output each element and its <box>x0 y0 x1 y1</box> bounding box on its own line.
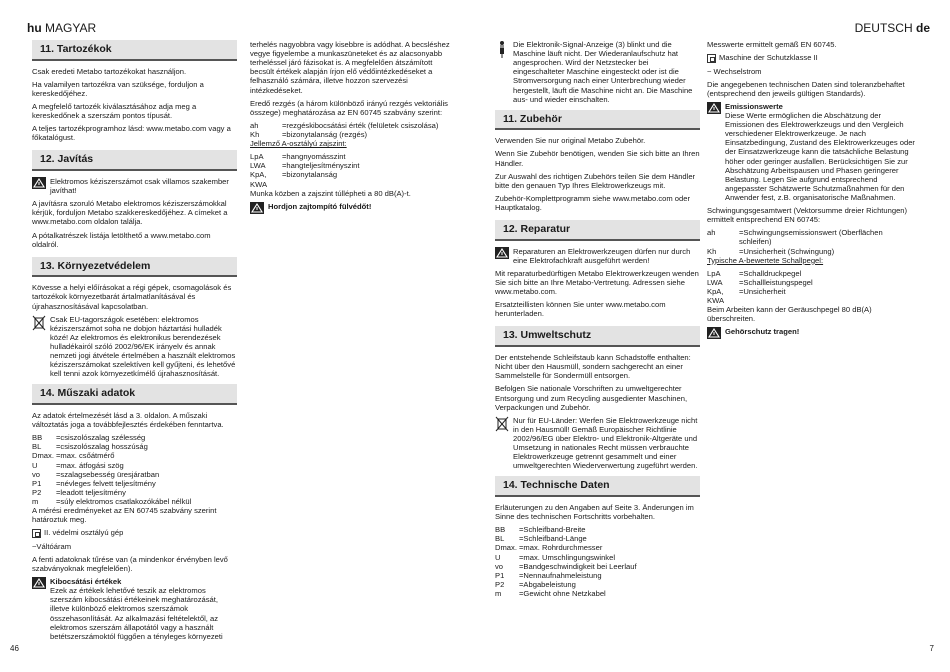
definition-row <box>250 130 455 139</box>
weee-note <box>32 315 237 379</box>
definition-value: =max. csőátmérő <box>56 451 115 461</box>
section-heading: 11. Tartozékok <box>32 40 237 61</box>
paragraph: Az adatok értelmezését lásd a 3. oldalon. A műszaki változtatás joga a továbbfejlesztés érdekében fenntartva. <box>32 411 224 430</box>
paragraph: Mit reparaturbedürftigen Metabo Elektrowerkzeugen wenden Sie sich bitte an Ihre Metabo-Vertretung. Adressen siehe www.metabo.com. <box>495 268 699 297</box>
definition-value: =Unsicherheit (Schwingung) <box>739 246 835 256</box>
definition-row <box>32 433 237 442</box>
header-lang-code: hu <box>27 21 42 35</box>
section-heading: 13. Umweltschutz <box>495 326 700 347</box>
definition-symbol: Kh <box>250 129 260 139</box>
warning-note <box>495 247 700 265</box>
definition-symbol: LpA <box>707 268 721 278</box>
ear-protection-text: Gehörschutz tragen! <box>725 327 800 337</box>
definition-value: =Abgabeleistung <box>519 579 576 589</box>
paragraph: Ersatzteillisten können Sie unter www.metabo.com herunterladen. <box>495 300 666 319</box>
class-ii-icon <box>707 54 716 63</box>
definition-value: =rezgéskibocsátási érték (felületek csiszolása) <box>282 120 439 130</box>
ear-protection-text: Hordjon zajtompító fülvédőt! <box>268 201 372 211</box>
paragraph: Befolgen Sie nationale Vorschriften zu umweltgerechter Entsorgung und zum Recycling ausgedienter Maschinen, Verpackungen und Zubehör. <box>495 384 688 412</box>
ac-text: ~ Wechselstrom <box>707 66 762 76</box>
paragraph: Munka közben a zajszint túllépheti a 80 dB(A)-t. <box>250 188 411 198</box>
definition-value: =hangteljesítményszint <box>282 161 360 171</box>
definition-list <box>32 433 237 506</box>
definition-symbol: Kh <box>707 246 717 256</box>
vibration-heading: Eredő rezgés (a három különböző irányú rezgés vektoriális összege) meghatározása az EN 60745 szabvány szerint: <box>250 98 448 117</box>
ear-protection-note <box>250 202 455 214</box>
paragraph: A javításra szoruló Metabo elektromos kéziszerszámokkal kérjük, forduljon Metabo szakkereskedőjéhez. A címeket a www.metabo.com oldalon találja. <box>32 199 228 227</box>
definition-symbol: BL <box>32 442 42 452</box>
definition-value: =Schallleistungspegel <box>739 277 813 287</box>
definition-row <box>32 488 237 497</box>
class-ii-text: II. védelmi osztályú gép <box>44 528 124 538</box>
noise-heading: Typische A-bewertete Schallpegel: <box>707 255 824 265</box>
paragraph: A teljes tartozékprogramhoz lásd: www.metabo.com vagy a főkatalógust. <box>32 124 231 143</box>
section-heading: 14. Technische Daten <box>495 476 700 497</box>
page-number-right: 7 <box>929 644 934 654</box>
paragraph <box>250 99 455 117</box>
definition-row <box>32 497 237 506</box>
paragraph: Kövesse a helyi előírásokat a régi gépek, csomagolások és tartozékok környezetbarát ártalmatlanításával és újrahasznosításával kapcsolatban. <box>32 283 232 311</box>
plug-signal-icon <box>495 40 509 58</box>
emission-title: Kibocsátási értékek <box>50 577 122 587</box>
warning-text: Elektromos kéziszerszámot csak villamos szakember javíthat! <box>50 176 229 196</box>
noise-definitions <box>250 152 455 188</box>
definition-row <box>495 553 700 562</box>
definition-value: =bizonytalanság (rezgés) <box>282 129 368 139</box>
definition-symbol: ah <box>250 120 259 130</box>
definition-row <box>495 580 700 589</box>
definition-row <box>495 543 700 552</box>
vibration-definitions <box>707 228 917 255</box>
definition-value: =Bandgeschwindigkeit bei Leerlauf <box>519 561 637 571</box>
definition-symbol: ah <box>707 228 716 238</box>
warning-text: Reparaturen an Elektrowerkzeugen dürfen nur durch eine Elektrofachkraft ausgeführt werden! <box>513 246 691 265</box>
definition-row <box>32 442 237 451</box>
ear-protection-icon <box>707 327 721 339</box>
paragraph: Ha valamilyen tartozékra van szüksége, forduljon a kereskedőjéhez. <box>32 79 204 98</box>
definition-row <box>250 152 455 161</box>
definition-row <box>32 470 237 479</box>
restart-text: Die Elektronik-Signal-Anzeige (3) blinkt und die Maschine läuft nicht. Der Wiederanlaufschutz hat angesprochen. Wird der Netzstecker bei eingeschalteter Maschine eingesteckt oder ist die Stromversorgung nach einer Unterbrechung wieder hergestellt, läuft die Maschine nicht an. Die Maschine aus- und wieder einschalten. <box>513 40 693 104</box>
definition-value: =Gewicht ohne Netzkabel <box>519 588 606 598</box>
definition-row <box>250 170 455 188</box>
vibration-definitions <box>250 121 455 139</box>
definition-value: =max. Umschlingungswinkel <box>519 552 616 562</box>
section-heading: 14. Műszaki adatok <box>32 384 237 405</box>
definition-value: =csiszolószalag szélesség <box>56 433 146 443</box>
header-title: DEUTSCH <box>854 21 913 35</box>
column-hu-1 <box>32 40 237 645</box>
definition-row <box>707 278 917 287</box>
ac-text: ~Váltóáram <box>32 541 72 551</box>
definition-symbol: P2 <box>32 487 42 497</box>
emission-text: Diese Werte ermöglichen die Abschätzung der Emissionen des Elektrowerkzeugs und den Vergleich verschiedener Elektrowerkzeuge. Je nach Einsatzbedingung, Zustand des Elektrowerkzeuges oder der Einsatzwerkzeuge kann die tatsächliche Belastung höher oder geringer ausfallen. Berücksichtigen Sie zur Abschätzung Arbeitspausen und Phasen geringerer Belastung. Legen Sie aufgrund entsprechend angepasster Schätzwerte Schutzmaßnahmen für den Anwender fest, z.B. organisatorische Maßnahmen. <box>725 111 915 203</box>
page-number-left: 46 <box>10 644 19 654</box>
emission-text: Ezek az értékek lehetővé teszik az elektromos szerszám kibocsátási értékeinek meghatározását, illetve különböző elektromos szerszámok összehasonlítását. Az alkalmazási feltételektől, az elektromos szerszám állapotától vagy a használt betétszerszámoktól függően a tényleges környezeti <box>50 586 223 641</box>
paragraph: Verwenden Sie nur original Metabo Zubehör. <box>495 136 646 146</box>
definition-symbol: KpA, KWA <box>250 170 268 189</box>
noise-heading: Jellemző A-osztályú zajszint: <box>250 139 347 149</box>
definition-value: =szalagsebesség üresjáratban <box>56 469 160 479</box>
emission-note <box>32 577 237 641</box>
ear-protection-note <box>707 327 917 339</box>
definition-symbol: LWA <box>250 161 266 171</box>
class-ii-line <box>32 528 237 538</box>
noise-definitions <box>707 269 917 305</box>
definition-symbol: BB <box>32 433 43 443</box>
definition-row <box>495 589 700 598</box>
paragraph: A mérési eredményeket az EN 60745 szabvány szerint határoztuk meg. <box>32 506 217 525</box>
paragraph: Messwerte ermittelt gemäß EN 60745. <box>707 40 837 49</box>
crossed-bin-icon <box>32 315 46 331</box>
column-de-1 <box>495 40 700 598</box>
definition-row <box>250 161 455 170</box>
definition-value: =bizonytalanság <box>282 170 338 180</box>
definition-row <box>495 525 700 534</box>
section-heading: 13. Környezetvédelem <box>32 257 237 278</box>
paragraph: terhelés nagyobbra vagy kisebbre is adódhat. A becsléshez vegye figyelembe a munkaszüneteket és az alacsonyabb terheléssel járó fázisokat is. A megfelelően átszámított becsült értékek alapján írjon elő védőintézkedéseket a felhasználó számára, illetve hozzon szervezési intézkedéseket. <box>250 40 450 95</box>
crossed-bin-icon <box>495 416 509 432</box>
definition-symbol: Dmax. <box>495 543 517 553</box>
definition-value: =Nennaufnahmeleistung <box>519 570 602 580</box>
definition-row <box>495 571 700 580</box>
definition-row <box>32 451 237 460</box>
definition-symbol: BB <box>495 525 506 535</box>
section-heading: 12. Reparatur <box>495 220 700 241</box>
emission-title: Emissionswerte <box>725 101 783 111</box>
column-hu-2 <box>250 40 455 218</box>
definition-row <box>707 269 917 278</box>
section-heading: 12. Javítás <box>32 150 237 171</box>
paragraph: Zubehör-Komplettprogramm siehe www.metabo.com oder Hauptkatalog. <box>495 193 690 213</box>
paragraph: Csak eredeti Metabo tartozékokat használjon. <box>32 66 187 76</box>
section-heading: 11. Zubehör <box>495 110 700 131</box>
header-title: MAGYAR <box>45 21 97 35</box>
definition-value: =max. Rohrdurchmesser <box>519 543 603 553</box>
restart-note <box>495 40 700 104</box>
warning-icon <box>495 247 509 259</box>
definition-symbol: P1 <box>32 478 42 488</box>
definition-value: =Schleifband-Breite <box>519 525 586 535</box>
ear-protection-icon <box>250 202 264 214</box>
definition-symbol: BL <box>495 534 505 544</box>
paragraph: Beim Arbeiten kann der Geräuschpegel 80 dB(A) überschreiten. <box>707 305 872 324</box>
definition-value: =Schalldruckpegel <box>739 268 802 278</box>
weee-note <box>495 416 700 471</box>
definition-row <box>707 287 917 305</box>
definition-value: =súly elektromos csatlakozókábel nélkül <box>56 496 192 506</box>
paragraph: A pótalkatrészek listája letölthető a www.metabo.com oldalról. <box>32 230 211 249</box>
class-ii-icon <box>32 529 41 538</box>
definition-symbol: vo <box>495 561 504 571</box>
definition-row <box>32 461 237 470</box>
definition-symbol: LpA <box>250 152 264 162</box>
warning-icon <box>32 577 46 589</box>
definition-value: =hangnyomásszint <box>282 152 346 162</box>
class-ii-line <box>707 53 917 63</box>
definition-symbol: m <box>32 496 39 506</box>
warning-note <box>32 177 237 195</box>
paragraph: Der entstehende Schleifstaub kann Schadstoffe enthalten: Nicht über den Hausmüll, sondern sachgerecht an einer Sammelstelle für Sondermüll entsorgen. <box>495 353 691 381</box>
header-right <box>855 21 930 35</box>
definition-symbol: KpA, KWA <box>707 287 725 306</box>
definition-symbol: Dmax. <box>32 451 54 461</box>
warning-icon <box>32 177 46 189</box>
definition-value: =Unsicherheit <box>739 287 786 297</box>
header-left <box>27 21 96 35</box>
definition-symbol: U <box>495 552 501 562</box>
definition-symbol: P1 <box>495 570 505 580</box>
definition-symbol: m <box>495 588 502 598</box>
definition-value: =Schwingungsemissionswert (Oberflächen schleifen) <box>739 228 883 247</box>
paragraph: Wenn Sie Zubehör benötigen, wenden Sie sich bitte an Ihren Händler. <box>495 149 700 168</box>
definition-row <box>707 247 917 256</box>
warning-icon <box>707 102 721 114</box>
class-ii-text: Maschine der Schutzklasse II <box>719 53 818 63</box>
emission-note <box>707 102 917 202</box>
paragraph: A megfelelő tartozék kiválasztásához adja meg a kereskedőnek a szerszám pontos típusát. <box>32 101 197 121</box>
definition-row <box>250 121 455 130</box>
vibration-heading: Schwingungsgesamtwert (Vektorsumme dreier Richtungen) ermittelt entsprechend EN 60745: <box>707 206 908 225</box>
definition-symbol: P2 <box>495 579 505 589</box>
definition-value: =névleges felvett teljesítmény <box>56 478 156 488</box>
definition-row <box>495 562 700 571</box>
weee-text: Csak EU-tagországok esetében: elektromos kéziszerszámot soha ne dobjon háztartási hulladék közé! Az elektromos és elektronikus berendezések hulladékairól szóló 2002/96/EK irányelv és annak nemzeti jogi átvétele értelmében a használt elektromos kéziszerszámokat szelektíven kell gyűjteni, és lehetővé kell tenni azok környezetkímélő újrahasznosítását. <box>50 314 236 379</box>
definition-value: =leadott teljesítmény <box>56 487 126 497</box>
paragraph: Die angegebenen technischen Daten sind toleranzbehaftet (entsprechend den jeweils gültigen Standards). <box>707 79 905 98</box>
definition-row <box>32 479 237 488</box>
column-de-2 <box>707 40 917 343</box>
definition-row <box>495 534 700 543</box>
paragraph: Erläuterungen zu den Angaben auf Seite 3. Änderungen im Sinne des technischen Fortschritts vorbehalten. <box>495 502 694 522</box>
definition-row <box>707 228 917 246</box>
weee-text: Nur für EU-Länder: Werfen Sie Elektrowerkzeuge nicht in den Hausmüll! Gemäß Europäischer Richtlinie 2002/96/EG über Elektro- und Elektronik-Altgeräte und Umsetzung in nationales Recht müssen verbrauchte Elektrowerkzeuge getrennt gesammelt und einer umweltgerechten Wiederverwertung zugeführt werden. <box>513 415 698 471</box>
definition-symbol: U <box>32 460 38 470</box>
paragraph: A fenti adatoknak tűrése van (a mindenkor érvényben levő szabványoknak megfelelően). <box>32 554 228 574</box>
definition-symbol: LWA <box>707 277 723 287</box>
header-lang-code: de <box>915 21 930 35</box>
definition-value: =csiszolószalag hosszúság <box>56 442 148 452</box>
definition-list <box>495 525 700 598</box>
definition-value: =max. átfogási szög <box>56 460 124 470</box>
definition-value: =Schleifband-Länge <box>519 534 587 544</box>
paragraph: Zur Auswahl des richtigen Zubehörs teilen Sie dem Händler bitte den genauen Typ Ihres Elektrowerkzeugs mit. <box>495 171 696 190</box>
definition-symbol: vo <box>32 469 41 479</box>
